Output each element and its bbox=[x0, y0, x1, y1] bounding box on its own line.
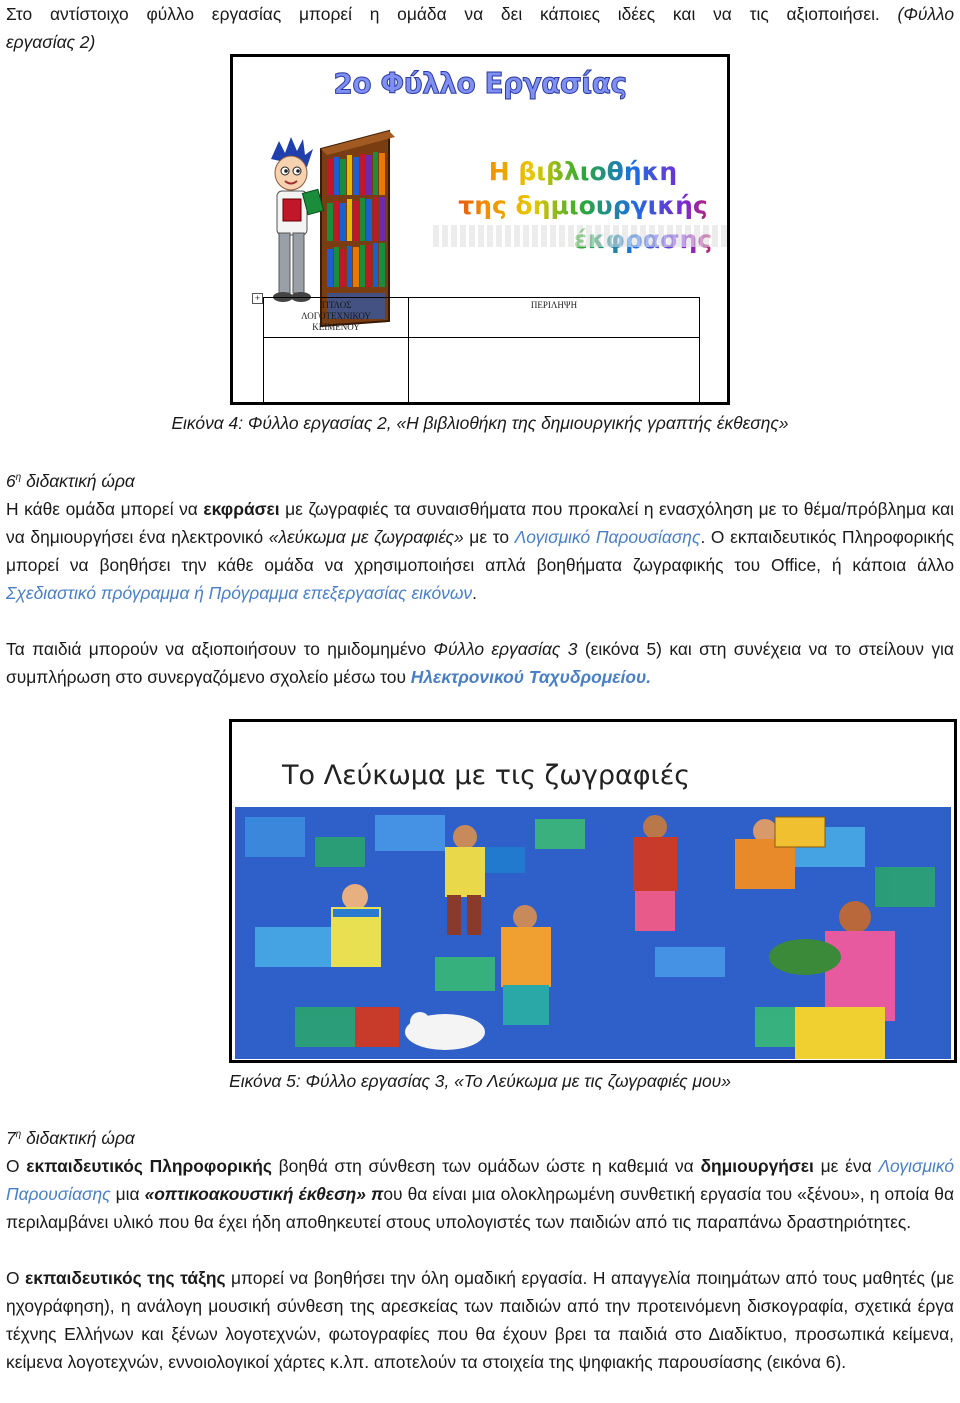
hour7-paragraph-2 bbox=[6, 1264, 954, 1376]
hour6-paragraph-1 bbox=[6, 495, 954, 607]
text-bold: εκφράσει bbox=[203, 499, 280, 519]
intro-paragraph bbox=[6, 0, 954, 28]
text: ου θα είναι μια ολοκληρωμένη συνθετική εργασία του «ξένου», η οποία θα περιλαμβάνει υλικό που θα έχει ήδη αποθηκευτεί στους υπολογιστές των παιδιών από τις παραπάνω δραστηριότητες. bbox=[6, 1184, 954, 1232]
text: με ζωγραφιές τα συναισθήματα που προκαλεί η ενασχόληση με το θέμα/πρόβλημα και να δημιουργήσει ένα ηλεκτρονικό bbox=[6, 499, 954, 547]
album-title: Το Λεύκωμα με τις ζωγραφιές bbox=[282, 760, 691, 791]
text: με το bbox=[463, 527, 515, 547]
table-header-title-line3: ΚΕΙΜΕΝΟΥ bbox=[312, 322, 360, 332]
text: Ο bbox=[6, 1268, 26, 1288]
subtitle-reflection bbox=[433, 225, 730, 247]
text: με ένα bbox=[813, 1156, 879, 1176]
subtitle-line-1: Η βιβλιοθήκη bbox=[433, 155, 730, 189]
drawing-software-link[interactable]: Σχεδιαστικό πρόγραμμα ή Πρόγραμμα επεξεργασίας εικόνων bbox=[6, 583, 473, 603]
text: . Ο εκπαιδευτικός Πληροφορικής μπορεί να βοηθήσει την κάθε ομάδα να χρησιμοποιήσει απλά βοηθήματα ζωγραφικής του Office, ή κάποια άλλο bbox=[6, 527, 954, 575]
text-bold: εκπαιδευτικός Πληροφορικής bbox=[26, 1156, 272, 1176]
table-move-handle-icon: + bbox=[252, 293, 263, 304]
table-cell bbox=[409, 338, 700, 406]
worksheet-2-title: 2ο Φύλλο Εργασίας bbox=[333, 67, 627, 100]
text-italic: Φύλλο εργασίας 3 bbox=[433, 639, 578, 659]
subtitle-line-2: της δημιουργικής bbox=[433, 189, 730, 223]
text: Η κάθε ομάδα μπορεί να bbox=[6, 499, 204, 519]
intro-paragraph-cont bbox=[6, 28, 954, 56]
hour7-heading-rest: διδακτική ώρα bbox=[21, 1128, 135, 1148]
text: βοηθά στη σύνθεση των ομάδων ώστε η καθεμιά να bbox=[271, 1156, 701, 1176]
intro-ref-line2: εργασίας 2) bbox=[6, 32, 96, 52]
presentation-software-link[interactable]: Λογισμικό Παρουσίασης bbox=[514, 527, 701, 547]
text-bold-italic: «οπτικοακουστική έκθεση» π bbox=[144, 1184, 384, 1204]
figure-5-caption: Εικόνα 5: Φύλλο εργασίας 3, «Το Λεύκωμα με τις ζωγραφιές μου» bbox=[229, 1071, 731, 1091]
hour7-heading bbox=[6, 1124, 954, 1152]
album-worksheet-image bbox=[229, 719, 957, 1063]
table-header-title-line1: ΤΙΤΛΟΣ bbox=[320, 300, 352, 310]
text: (εικόνα 5) και στη συνέχεια να το στείλουν για συμπλήρωση στο συνεργαζόμενο σχολείο μέσω του bbox=[6, 639, 954, 687]
hour6-heading-sup: η bbox=[15, 472, 22, 483]
worksheet-2-table bbox=[263, 297, 700, 405]
hour7-heading-sup: η bbox=[15, 1129, 22, 1140]
children-painting-illustration bbox=[235, 807, 951, 1059]
text-bold: εκπαιδευτικός της τάξης bbox=[25, 1268, 226, 1288]
presentation-software-link[interactable]: Λογισμικό Παρουσίασης bbox=[6, 1156, 954, 1204]
text-bold: δημιουργήσει bbox=[700, 1156, 814, 1176]
text: μια bbox=[110, 1184, 145, 1204]
text: . bbox=[472, 583, 477, 603]
text-italic: «λεύκωμα με ζωγραφιές» bbox=[268, 527, 464, 547]
intro-text: Στο αντίστοιχο φύλλο εργασίας μπορεί η ομάδα να δει κάποιες ιδέες και να τις αξιοποιήσει. bbox=[6, 4, 880, 24]
hour7-paragraph-1 bbox=[6, 1152, 954, 1236]
table-header-title-line2: ΛΟΓΟΤΕΧΝΙΚΟΥ bbox=[301, 311, 371, 321]
text: Τα παιδιά μπορούν να αξιοποιήσουν το ημιδομημένο bbox=[6, 639, 434, 659]
hour7-heading-num: 7 bbox=[6, 1128, 16, 1148]
text: Ο bbox=[6, 1156, 27, 1176]
table-cell bbox=[264, 338, 409, 406]
table-header-title bbox=[264, 298, 409, 338]
hour6-heading-num: 6 bbox=[6, 471, 16, 491]
worksheet-2-image bbox=[230, 54, 730, 405]
figure-4-caption: Εικόνα 4: Φύλλο εργασίας 2, «Η βιβλιοθήκη της δημιουργικής γραπτής έκθεσης» bbox=[171, 413, 789, 433]
text: μπορεί να βοηθήσει την όλη ομαδική εργασία. Η απαγγελία ποιημάτων από τους μαθητές (με ηχογράφηση), η ανάλογη μουσική σύνθεση της αρεσκείας των παιδιών από την προτεινόμενη δισκογραφία, σχετικά έργα τέχνης Ελλήνων και ξένων λογοτεχνών, φωτογραφίες που θα έχουν βρει τα παιδιά στο Διαδίκτυο, προσωπικά κείμενα, κείμενα λογοτεχνών, εννοιολογικοί χάρτες κ.λπ. αποτελούν τα στοιχεία της ψηφιακής παρουσίασης (εικόνα 6). bbox=[6, 1268, 954, 1372]
email-link[interactable]: Ηλεκτρονικού Ταχυδρομείου. bbox=[410, 667, 652, 687]
intro-ref-line1: (Φύλλο bbox=[897, 4, 954, 24]
table-header-summary: ΠΕΡΙΛΗΨΗ bbox=[409, 298, 700, 338]
hour6-heading bbox=[6, 467, 954, 495]
hour6-heading-rest: διδακτική ώρα bbox=[21, 471, 135, 491]
hour6-paragraph-2 bbox=[6, 635, 954, 691]
